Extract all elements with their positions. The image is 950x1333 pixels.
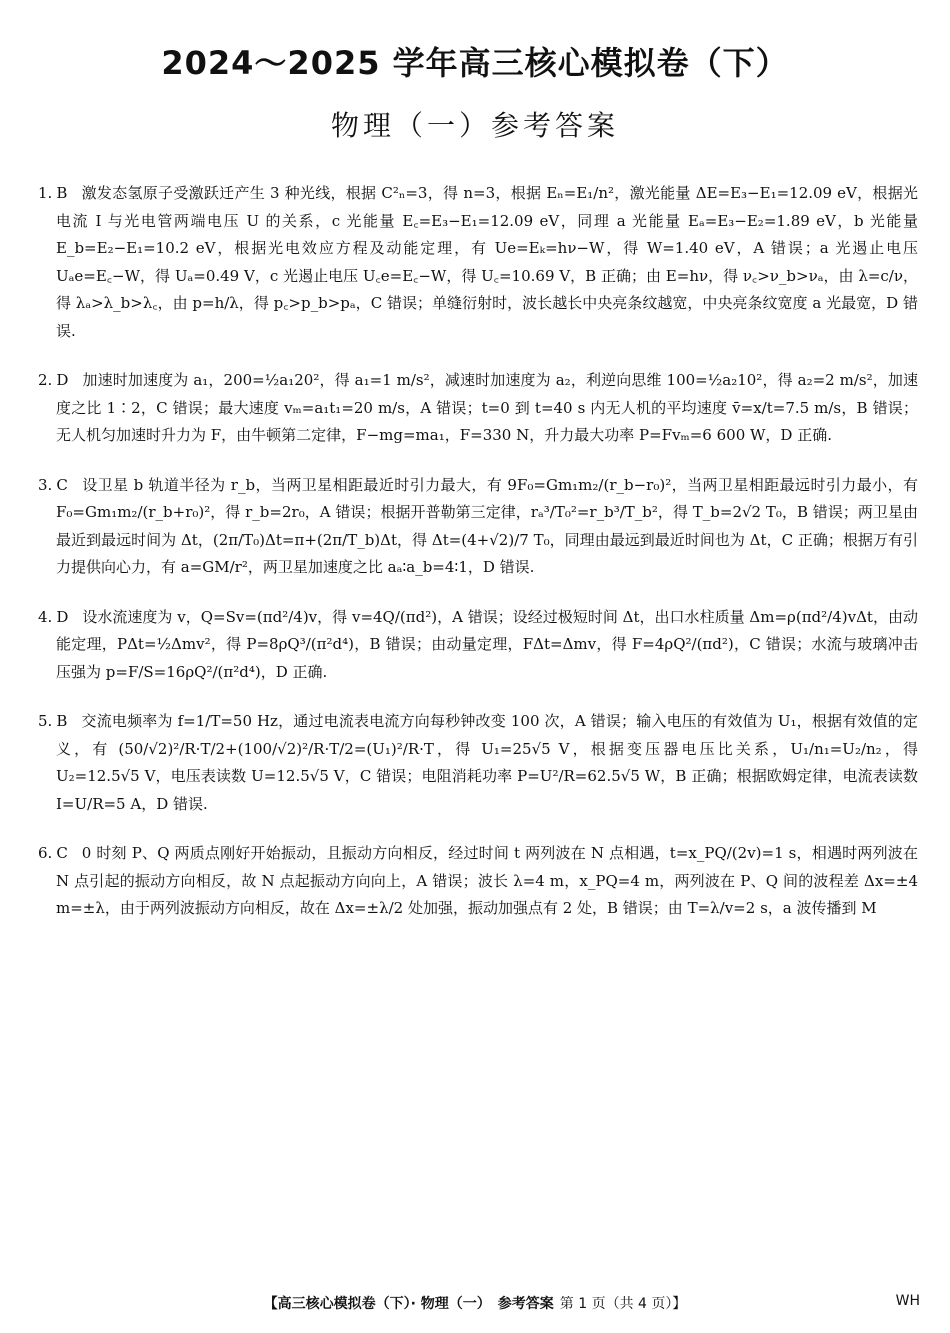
answer-number: 4. [38,607,53,626]
answer-item-6 [38,840,918,923]
answer-item-3 [38,472,918,582]
answer-explanation: 交流电频率为 f=1/T=50 Hz，通过电流表电流方向每秒钟改变 100 次，A 错误；输入电压的有效值为 U₁，根据有效值的定义，有 (50/√2)²/R·T/2+(100/√2)²/R·T/2=(U₁)²/R·T，得 U₁=25√5 V，根据变压器电压比关系，U₁/n₁=U₂/n₂，得 U₂=12.5√5 V，电压表读数 U=12.5√5 V，C 错误；电阻消耗功率 P=U²/R=62.5√5 W，B 正确；根据欧姆定律，电流表读数 I=U/R=5 A，D 错误. [56,712,918,813]
page-subtitle: 物理（一）参考答案 [330,109,619,142]
answer-number: 6. [38,844,53,862]
answer-item-5 [38,708,918,818]
answer-number: 1. [38,184,53,202]
answer-choice: B [56,712,68,730]
answer-choice: B [56,184,68,202]
answer-explanation: 0 时刻 P、Q 两质点刚好开始振动，且振动方向相反，经过时间 t 两列波在 N 点相遇，t=x_PQ/(2v)=1 s，相遇时两列波在 N 点引起的振动方向相反，故 N 点起振动方向向上，A 错误；波长 λ=4 m，x_PQ=4 m，两列波在 P、Q 间的波程差 Δx=±4 m=±λ，由于两列波振动方向相反，故在 Δx=±λ/2 处加强，振动加强点有 2 处，B 错误；由 T=λ/v=2 s，a 波传播到 M [56,844,918,917]
footer-code: WH [895,1293,920,1309]
footer-label: 【高三核心模拟卷（下）· 物理（一） 参考答案 [263,1296,554,1312]
answer-number: 3. [38,475,53,494]
answer-choice: D [56,607,69,626]
answer-explanation: 设卫星 b 轨道半径为 r_b，当两卫星相距最近时引力最大，有 9F₀=Gm₁m₂/(r_b−r₀)²，当两卫星相距最远时引力最小，有 F₀=Gm₁m₂/(r_b+r₀)²，得 r_b=2r₀，A 错误；根据开普勒第三定律，rₐ³/T₀²=r_b³/T_b²，得 T_b=2√2 T₀，B 错误；两卫星由最近到最远时间为 Δt，(2π/T₀)Δt=π+(2π/T_b)Δt，得 Δt=(4+√2)/7 T₀，同理由最远到最近时间也为 Δt，C 正确；根据万有引力提供向心力，有 a=GM/r²，两卫星加速度之比 aₐ∶a_b=4∶1，D 错误. [56,475,918,576]
answer-number: 2. [38,371,53,389]
answer-explanation: 加速时加速度为 a₁，200=½a₁20²，得 a₁=1 m/s²，减速时加速度为 a₂，利逆向思维 100=½a₂10²，得 a₂=2 m/s²，加速度之比 1∶2，C 错误；最大速度 vₘ=a₁t₁=20 m/s，A 错误；t=0 到 t=40 s 内无人机的平均速度 v̄=x/t=7.5 m/s，B 错误；无人机匀加速时升力为 F，由牛顿第二定律，F−mg=ma₁，F=330 N，升力最大功率 P=Fvₘ=6 600 W，D 正确. [56,371,918,444]
answer-choice: D [56,371,69,389]
answer-number: 5. [38,712,53,730]
answer-item-2 [38,367,918,450]
answer-list [38,180,918,945]
page-title: 2024～2025 学年高三核心模拟卷（下） [161,44,789,82]
answer-explanation: 激发态氢原子受激跃迁产生 3 种光线，根据 C²ₙ=3，得 n=3，根据 Eₙ=E₁/n²，激光能量 ΔE=E₃−E₁=12.09 eV，根据光电流 I 与光电管两端电压 U 的关系，c 光能量 E꜀=E₃−E₁=12.09 eV，同理 a 光能量 Eₐ=E₃−E₂=1.89 eV，b 光能量 E_b=E₂−E₁=10.2 eV，根据光电效应方程及动能定理，有 Ue=Eₖ=hν−W，得 W=1.40 eV，A 错误；a 光遏止电压 Uₐe=E꜀−W，得 Uₐ=0.49 V，c 光遏止电压 U꜀e=E꜀−W，得 U꜀=10.69 V，B 正确；由 E=hν，得 ν꜀>ν_b>νₐ，由 λ=c/ν，得 λₐ>λ_b>λ꜀，由 p=h/λ，得 p꜀>p_b>pₐ，C 错误；单缝衍射时，波长越长中央亮条纹越宽，中央亮条纹宽度 a 光最宽，D 错误. [56,184,918,340]
page-footer [0,1293,950,1313]
answer-choice: C [56,844,68,862]
answer-choice: C [56,475,68,494]
answer-item-1 [38,180,918,345]
answer-explanation: 设水流速度为 v，Q=Sv=(πd²/4)v，得 v=4Q/(πd²)，A 错误；设经过极短时间 Δt，出口水柱质量 Δm=ρ(πd²/4)vΔt，由动能定理，PΔt=½Δmv²，得 P=8ρQ³/(π²d⁴)，B 错误；由动量定理，FΔt=Δmv，得 F=4ρQ²/(πd²)，C 错误；水流与玻璃冲击压强为 p=F/S=16ρQ²/(π²d⁴)，D 正确. [56,607,918,681]
page-number: 第 1 页（共 4 页）】 [559,1296,687,1312]
answer-item-4 [38,604,918,687]
